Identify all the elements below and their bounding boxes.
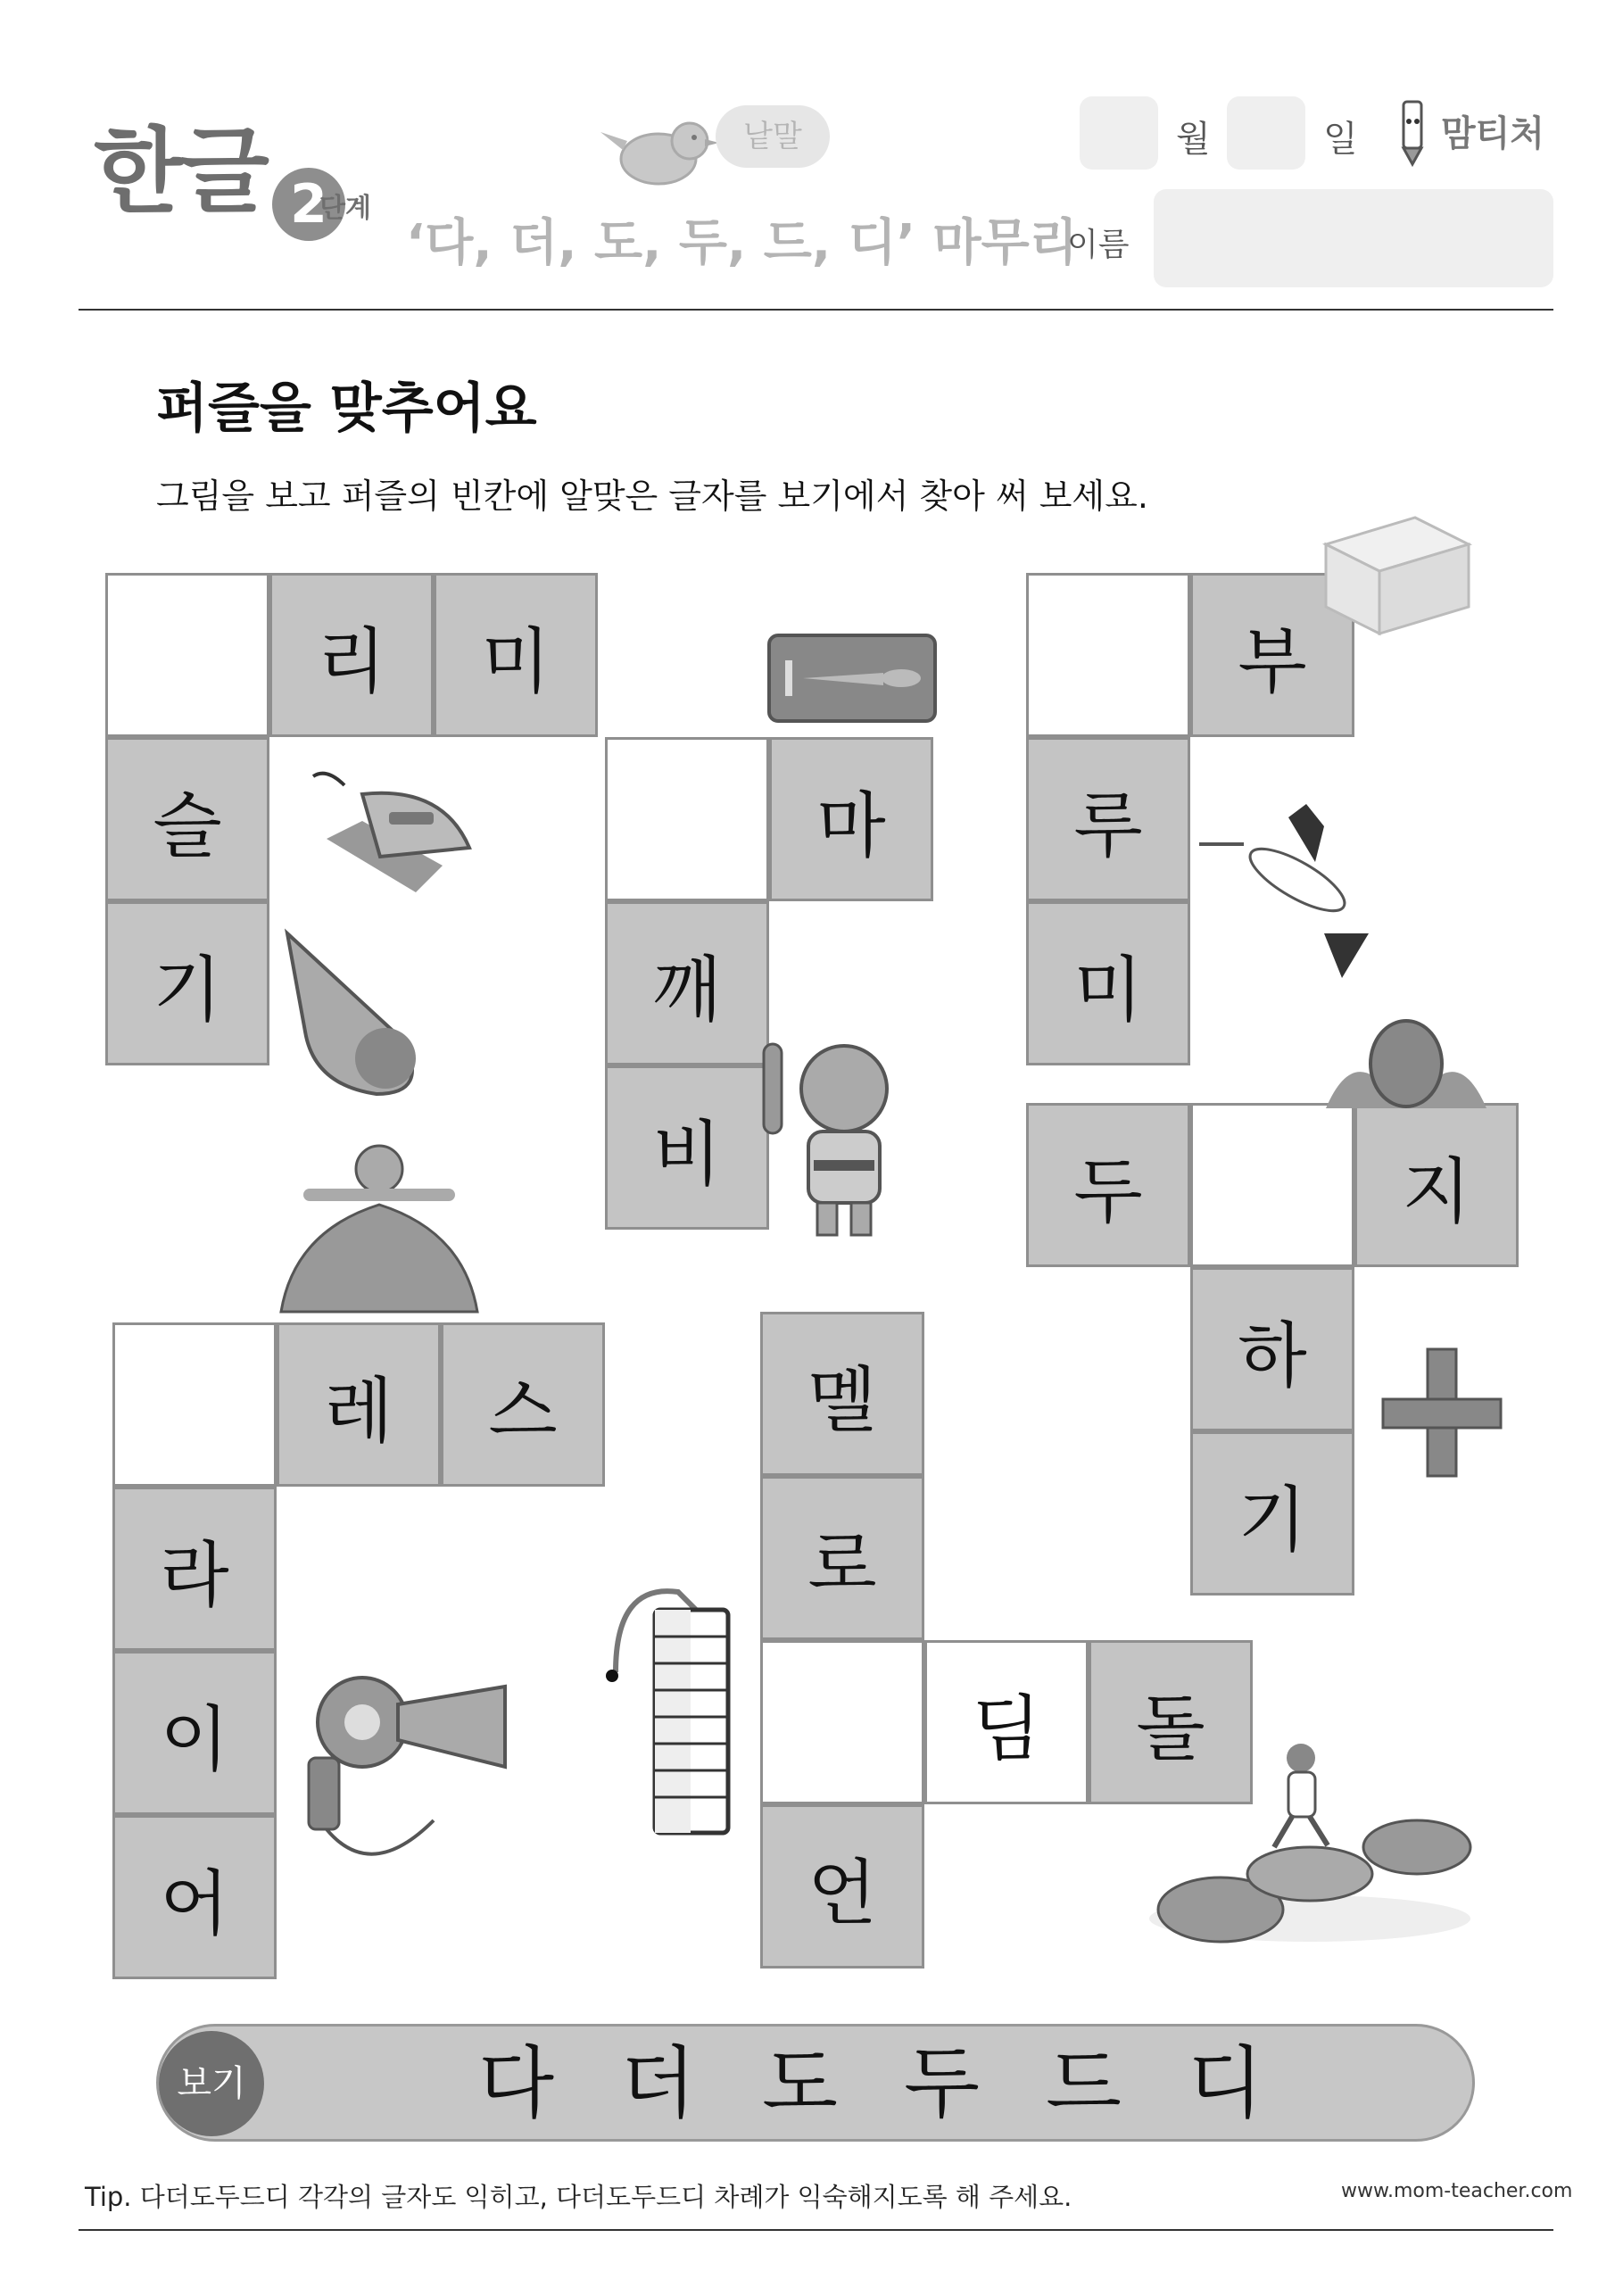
- puzzle-piece: 하: [1190, 1267, 1354, 1431]
- puzzle-piece: 깨: [605, 901, 769, 1065]
- puzzle-piece: 기: [1190, 1431, 1354, 1596]
- puzzle-piece: 지: [1354, 1103, 1519, 1267]
- puzzle-piece: 미: [434, 573, 598, 737]
- exercise-heading: 퍼즐을 맞추어요: [156, 377, 537, 440]
- puzzle-piece: 비: [605, 1065, 769, 1230]
- puzzle-piece: 스: [441, 1322, 605, 1487]
- puzzle-piece: 딤: [924, 1640, 1089, 1804]
- hangul-logo: 한글: [94, 117, 266, 226]
- brand-logo: 맘티처: [1441, 113, 1544, 154]
- website-link[interactable]: www.mom-teacher.com: [1341, 2180, 1573, 2202]
- puzzle-piece-blank[interactable]: [112, 1322, 277, 1487]
- puzzle-piece: 리: [269, 573, 434, 737]
- hair-dryer-icon: [300, 1669, 514, 1892]
- puzzle-piece: 기: [105, 901, 269, 1065]
- puzzle-piece-blank[interactable]: [105, 573, 269, 737]
- month-label: 월: [1176, 119, 1211, 160]
- answer-option[interactable]: 두: [904, 2037, 981, 2129]
- mole-icon: [1317, 1010, 1495, 1117]
- exercise-instruction: 그림을 보고 퍼즐의 빈칸에 알맞은 글자를 보기에서 찾아 써 보세요.: [156, 477, 1148, 516]
- puzzle-piece: 두: [1026, 1103, 1190, 1267]
- day-label: 일: [1323, 119, 1358, 160]
- footer-divider: [79, 2229, 1553, 2231]
- crane-icon: [1190, 800, 1395, 987]
- shell-icon: [278, 924, 439, 1103]
- day-input[interactable]: [1227, 96, 1305, 170]
- answer-option[interactable]: 드: [1046, 2037, 1122, 2129]
- princess-dress-icon: [277, 1133, 482, 1339]
- puzzle-piece: 부: [1190, 573, 1354, 737]
- tip-text: Tip. 다더도두드디 각각의 글자도 익히고, 다더도두드디 차례가 익숙해지도록 해 주세요.: [85, 2182, 1072, 2212]
- type-label: 낱말: [743, 119, 802, 154]
- puzzle-piece: 레: [277, 1322, 441, 1487]
- puzzle-piece: 라: [112, 1487, 277, 1651]
- puzzle-piece: 돌: [1089, 1640, 1253, 1804]
- puzzle-piece: 로: [760, 1476, 924, 1640]
- puzzle-piece: 미: [1026, 901, 1190, 1065]
- bird-icon: [596, 105, 721, 195]
- puzzle-piece-blank[interactable]: [1190, 1103, 1354, 1267]
- stepping-stones-icon: [1140, 1740, 1479, 1945]
- puzzle-piece-blank[interactable]: [760, 1640, 924, 1804]
- puzzle-piece: 마: [769, 737, 933, 901]
- puzzle-piece: 슬: [105, 737, 269, 901]
- month-input[interactable]: [1080, 96, 1158, 170]
- puzzle-piece: 이: [112, 1651, 277, 1815]
- puzzle-piece-blank[interactable]: [605, 737, 769, 901]
- puzzle-piece: 멜: [760, 1312, 924, 1476]
- answer-option[interactable]: 도: [762, 2037, 839, 2129]
- plus-sign-icon: [1379, 1346, 1504, 1480]
- pencil-icon: [1387, 96, 1437, 168]
- answer-option[interactable]: 더: [620, 2037, 697, 2129]
- puzzle-piece: 언: [760, 1804, 924, 1969]
- answer-bar-label: 보기: [177, 2063, 246, 2104]
- answer-option[interactable]: 디: [1188, 2037, 1264, 2129]
- tofu-icon: [1317, 509, 1478, 642]
- level-number: 2: [290, 173, 327, 236]
- level-word: 단계: [319, 193, 371, 224]
- goblin-icon: [755, 1026, 933, 1240]
- puzzle-piece-blank[interactable]: [1026, 573, 1190, 737]
- name-input[interactable]: [1154, 189, 1553, 287]
- header-divider: [79, 309, 1553, 311]
- name-label: 이름: [1067, 227, 1130, 263]
- melodion-icon: [598, 1574, 741, 1842]
- cutting-board-icon: [767, 634, 937, 723]
- iron-icon: [309, 758, 487, 901]
- worksheet-subtitle: ‘다, 더, 도, 두, 드, 디’ 마무리: [406, 214, 1078, 272]
- answer-option[interactable]: 다: [478, 2037, 555, 2129]
- puzzle-piece: 루: [1026, 737, 1190, 901]
- puzzle-piece: 어: [112, 1815, 277, 1979]
